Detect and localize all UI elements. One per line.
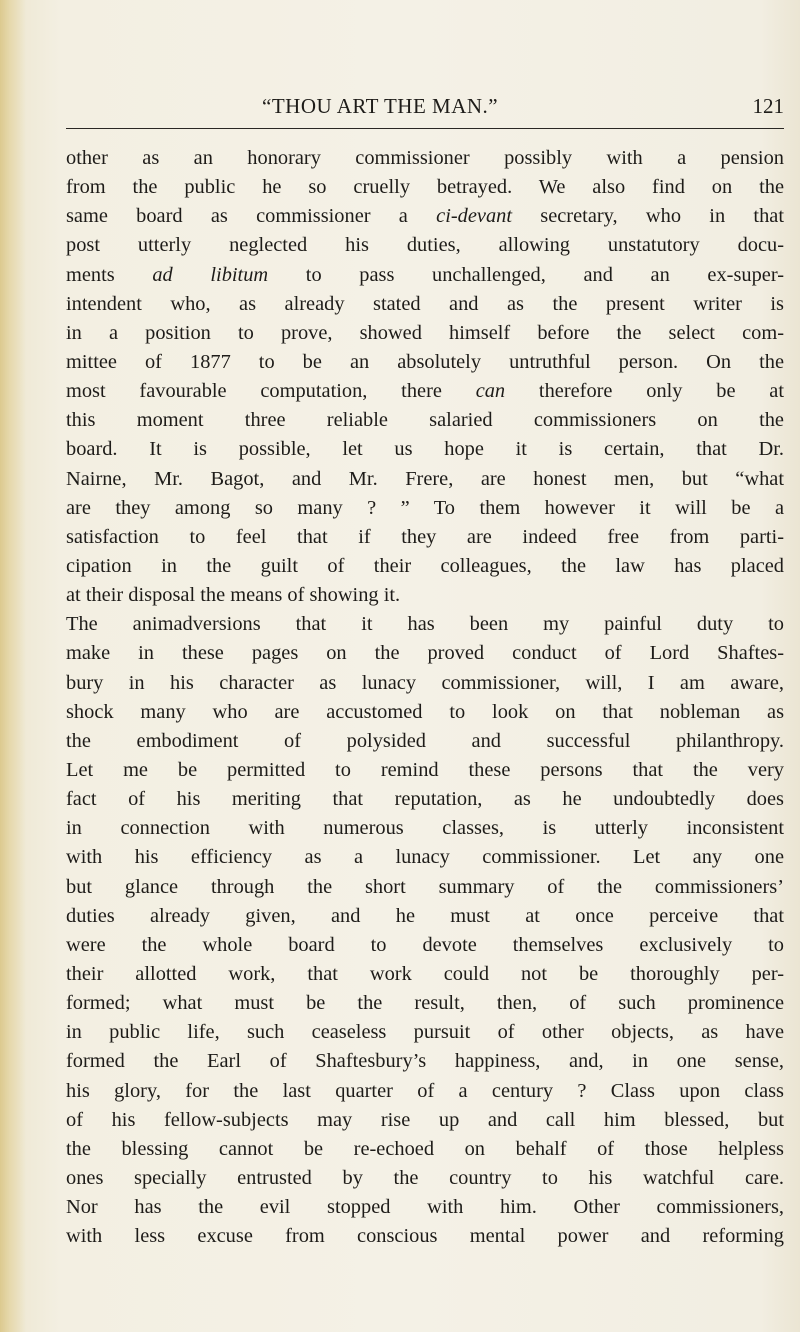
- text-line: their allotted work, that work could not be thoroughly per-: [66, 962, 784, 985]
- italic-term: can: [475, 380, 506, 403]
- text-line: formed the Earl of Shaftesbury’s happiness, and, in one sense,: [66, 1050, 784, 1073]
- text-line: ones specially entrusted by the country to his watchful care.: [66, 1166, 784, 1189]
- text-line: were the whole board to devote themselves exclusively to: [66, 933, 784, 956]
- page-number: 121: [752, 94, 784, 118]
- text-line: Let me be permitted to remind these persons that the very: [66, 758, 784, 781]
- running-title: “THOU ART THE MAN.”: [262, 94, 499, 118]
- text-line: ments ad libitum to pass unchallenged, and an ex-super-: [66, 263, 784, 286]
- text-line: cipation in the guilt of their colleagues, the law has placed: [66, 554, 784, 577]
- page-header: [66, 94, 784, 129]
- text-line: are they among so many ? ” To them however it will be a: [66, 496, 784, 519]
- text-line: satisfaction to feel that if they are indeed free from parti-: [66, 525, 784, 548]
- text-line: bury in his character as lunacy commissioner, will, I am aware,: [66, 671, 784, 694]
- text-line: intendent who, as already stated and as the present writer is: [66, 292, 784, 315]
- text-line: fact of his meriting that reputation, as he undoubtedly does: [66, 788, 784, 811]
- text-line: with his efficiency as a lunacy commissioner. Let any one: [66, 846, 784, 869]
- text-line: Nor has the evil stopped with him. Other commissioners,: [66, 1196, 784, 1219]
- text-line: duties already given, and he must at once perceive that: [66, 904, 784, 927]
- text-line: in connection with numerous classes, is utterly inconsistent: [66, 817, 784, 840]
- text-line: mittee of 1877 to be an absolutely untruthful person. On the: [66, 350, 784, 373]
- text-line: his glory, for the last quarter of a century ? Class upon class: [66, 1079, 784, 1102]
- text-line: in public life, such ceaseless pursuit of other objects, as have: [66, 1021, 784, 1044]
- text-line: shock many who are accustomed to look on that nobleman as: [66, 700, 784, 723]
- italic-term: ci-devant: [436, 205, 512, 228]
- text-line: at their disposal the means of showing it.: [66, 584, 401, 607]
- italic-term: ad libitum: [152, 263, 269, 286]
- text-line: in a position to prove, showed himself before the select com-: [66, 321, 784, 344]
- text-line: make in these pages on the proved conduct of Lord Shaftes-: [66, 642, 784, 665]
- text-line: the embodiment of polysided and successful philanthropy.: [66, 729, 784, 752]
- text-line: of his fellow-subjects may rise up and call him blessed, but: [66, 1108, 784, 1131]
- text-line: same board as commissioner a ci-devant secretary, who in that: [66, 205, 784, 228]
- text-line: but glance through the short summary of the commissioners’: [66, 875, 784, 898]
- text-line: formed; what must be the result, then, of such prominence: [66, 992, 784, 1015]
- text-line: this moment three reliable salaried commissioners on the: [66, 409, 784, 432]
- binding-shadow: [0, 0, 26, 1332]
- text-line: board. It is possible, let us hope it is certain, that Dr.: [66, 438, 784, 461]
- text-line: the blessing cannot be re-echoed on behalf of those helpless: [66, 1137, 784, 1160]
- text-line: with less excuse from conscious mental power and reforming: [66, 1225, 784, 1248]
- text-line: Nairne, Mr. Bagot, and Mr. Frere, are honest men, but “what: [66, 467, 784, 490]
- text-line: from the public he so cruelly betrayed. We also find on the: [66, 176, 784, 199]
- text-line: post utterly neglected his duties, allowing unstatutory docu-: [66, 234, 784, 257]
- body-text: [66, 144, 784, 1251]
- text-line: The animadversions that it has been my painful duty to: [66, 613, 784, 636]
- text-line: most favourable computation, there can therefore only be at: [66, 380, 784, 403]
- text-line: other as an honorary commissioner possibly with a pension: [66, 147, 784, 169]
